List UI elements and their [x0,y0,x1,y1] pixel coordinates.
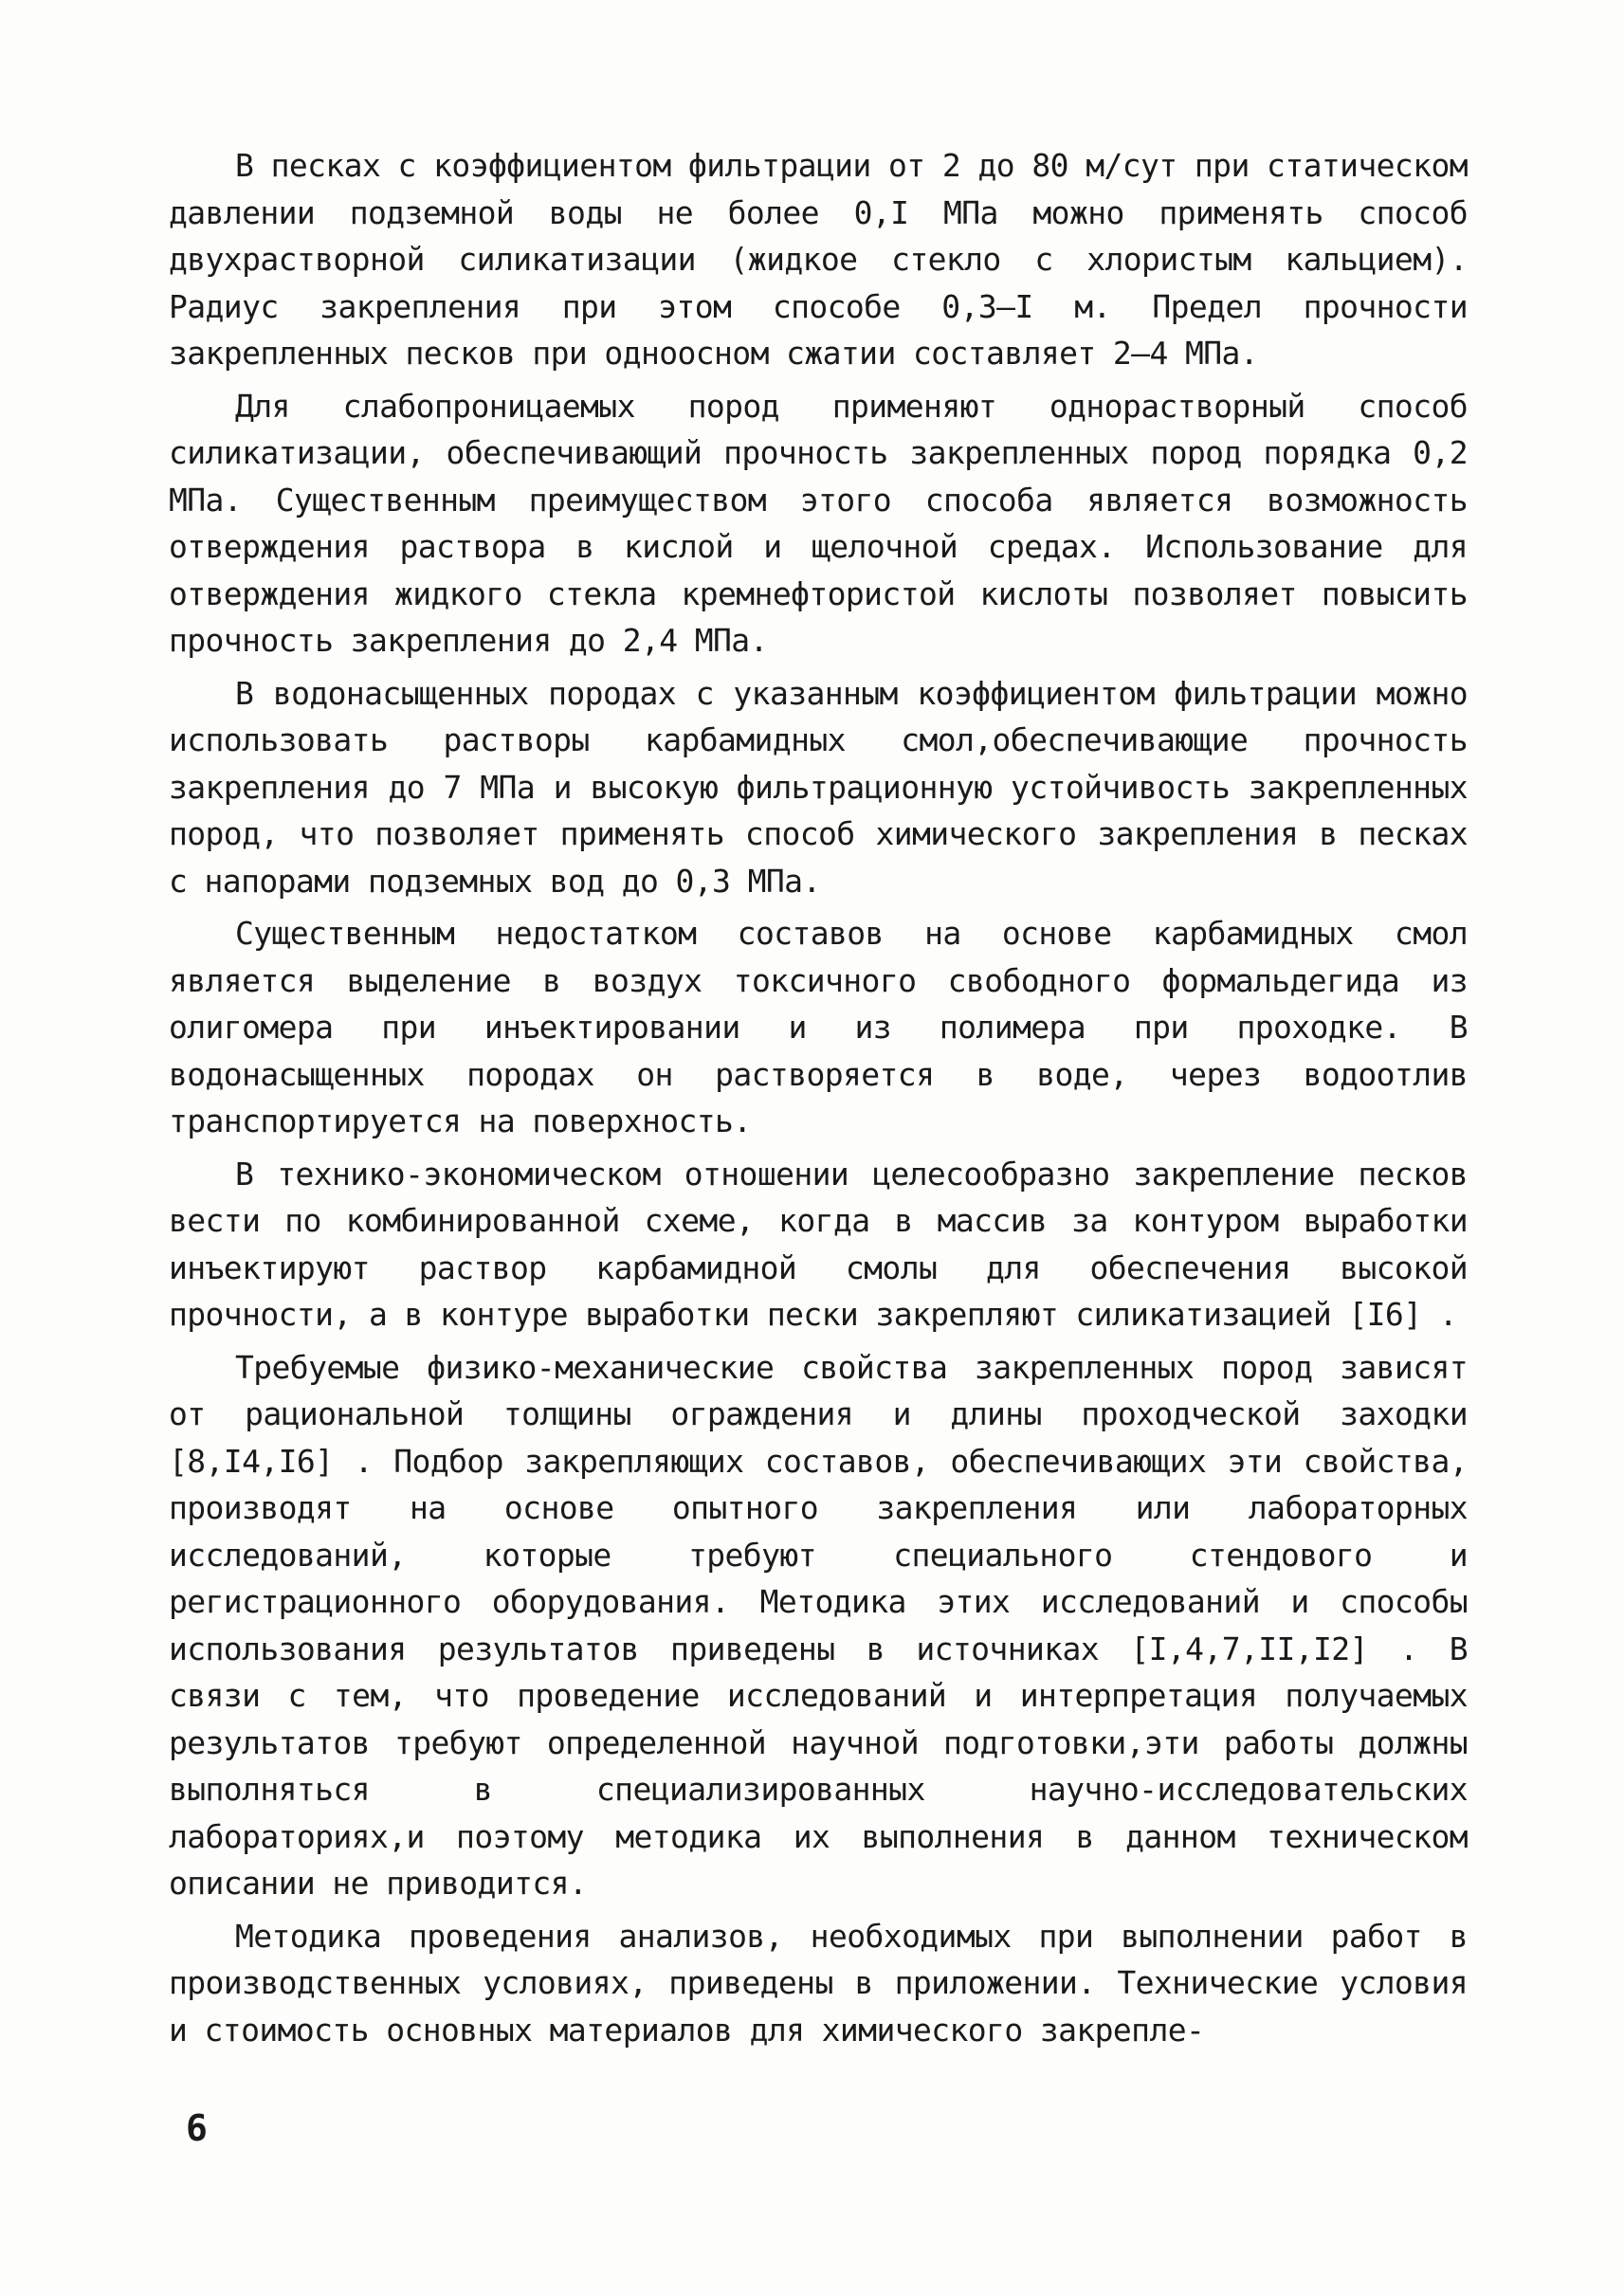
paragraph-5: В технико-экономическом отношении целесообразно закрепление песков вести по комбинированной схеме, когда в массив за контуром выработки инъектируют раствор карбамидной смолы для обеспечения высокой прочности, а в контуре выработки пески закрепляют силикатизацией [I6] . [169,1155,1468,1333]
paragraph-2: Для слабопроницаемых пород применяют однорастворный способ силикатизации, обеспечивающий прочность закрепленных пород порядка 0,2 МПа. Существенным преимуществом этого способа является возможность отверждения раствора в кислой и щелочной средах. Использование для отверждения жидкого стекла кремнефтористой кислоты позволяет повысить прочность закрепления до 2,4 МПа. [169,387,1468,659]
paragraph-4: Существенным недостатком составов на основе карбамидных смол является выделение в воздух токсичного свободного формальдегида из олигомера при инъектировании и из полимера при проходке. В водонасыщенных породах он растворяется в воде, через водоотлив транспортируется на поверхность. [169,915,1468,1139]
paragraph-1: В песках с коэффициентом фильтрации от 2 до 80 м/сут при статическом давлении подземной воды не более 0,I МПа можно применять способ двухрастворной силикатизации (жидкое стекло с хлористым кальцием). Радиус закрепления при этом способе 0,3–I м. Предел прочности закрепленных песков при одноосном сжатии составляет 2–4 МПа. [169,147,1468,372]
paragraph-3: В водонасыщенных породах с указанным коэффициентом фильтрации можно использовать растворы карбамидных смол,обеспечивающие прочность закрепления до 7 МПа и высокую фильтрационную устойчивость закрепленных пород, что позволяет применять способ химического закрепления в песках с напорами подземных вод до 0,3 МПа. [169,674,1468,900]
paragraph-6: Требуемые физико-механические свойства закрепленных пород зависят от рациональной толщины ограждения и длины проходческой заходки [8,I4,I6] . Подбор закрепляющих составов, обеспечивающих эти свойства, производят на основе опытного закрепления или лабораторных исследований, которые требуют специального стендового и регистрационного оборудования. Методика этих исследований и способы использования результатов приведены в источниках [I,4,7,II,I2] . В связи с тем, что проведение исследований и интерпретация получаемых результатов требуют определенной научной подготовки,эти работы должны выполняться в специализированных научно-исследовательских лабораториях,и поэтому методика их выполнения в данном техническом описании не приводится. [169,1348,1468,1902]
paragraph-7: Методика проведения анализов, необходимых при выполнении работ в производственных условиях, приведены в приложении. Технические условия и стоимость основных материалов для химического закрепле- [169,1917,1468,2049]
page-number: 6 [186,2107,208,2149]
body-text [169,142,1468,2059]
